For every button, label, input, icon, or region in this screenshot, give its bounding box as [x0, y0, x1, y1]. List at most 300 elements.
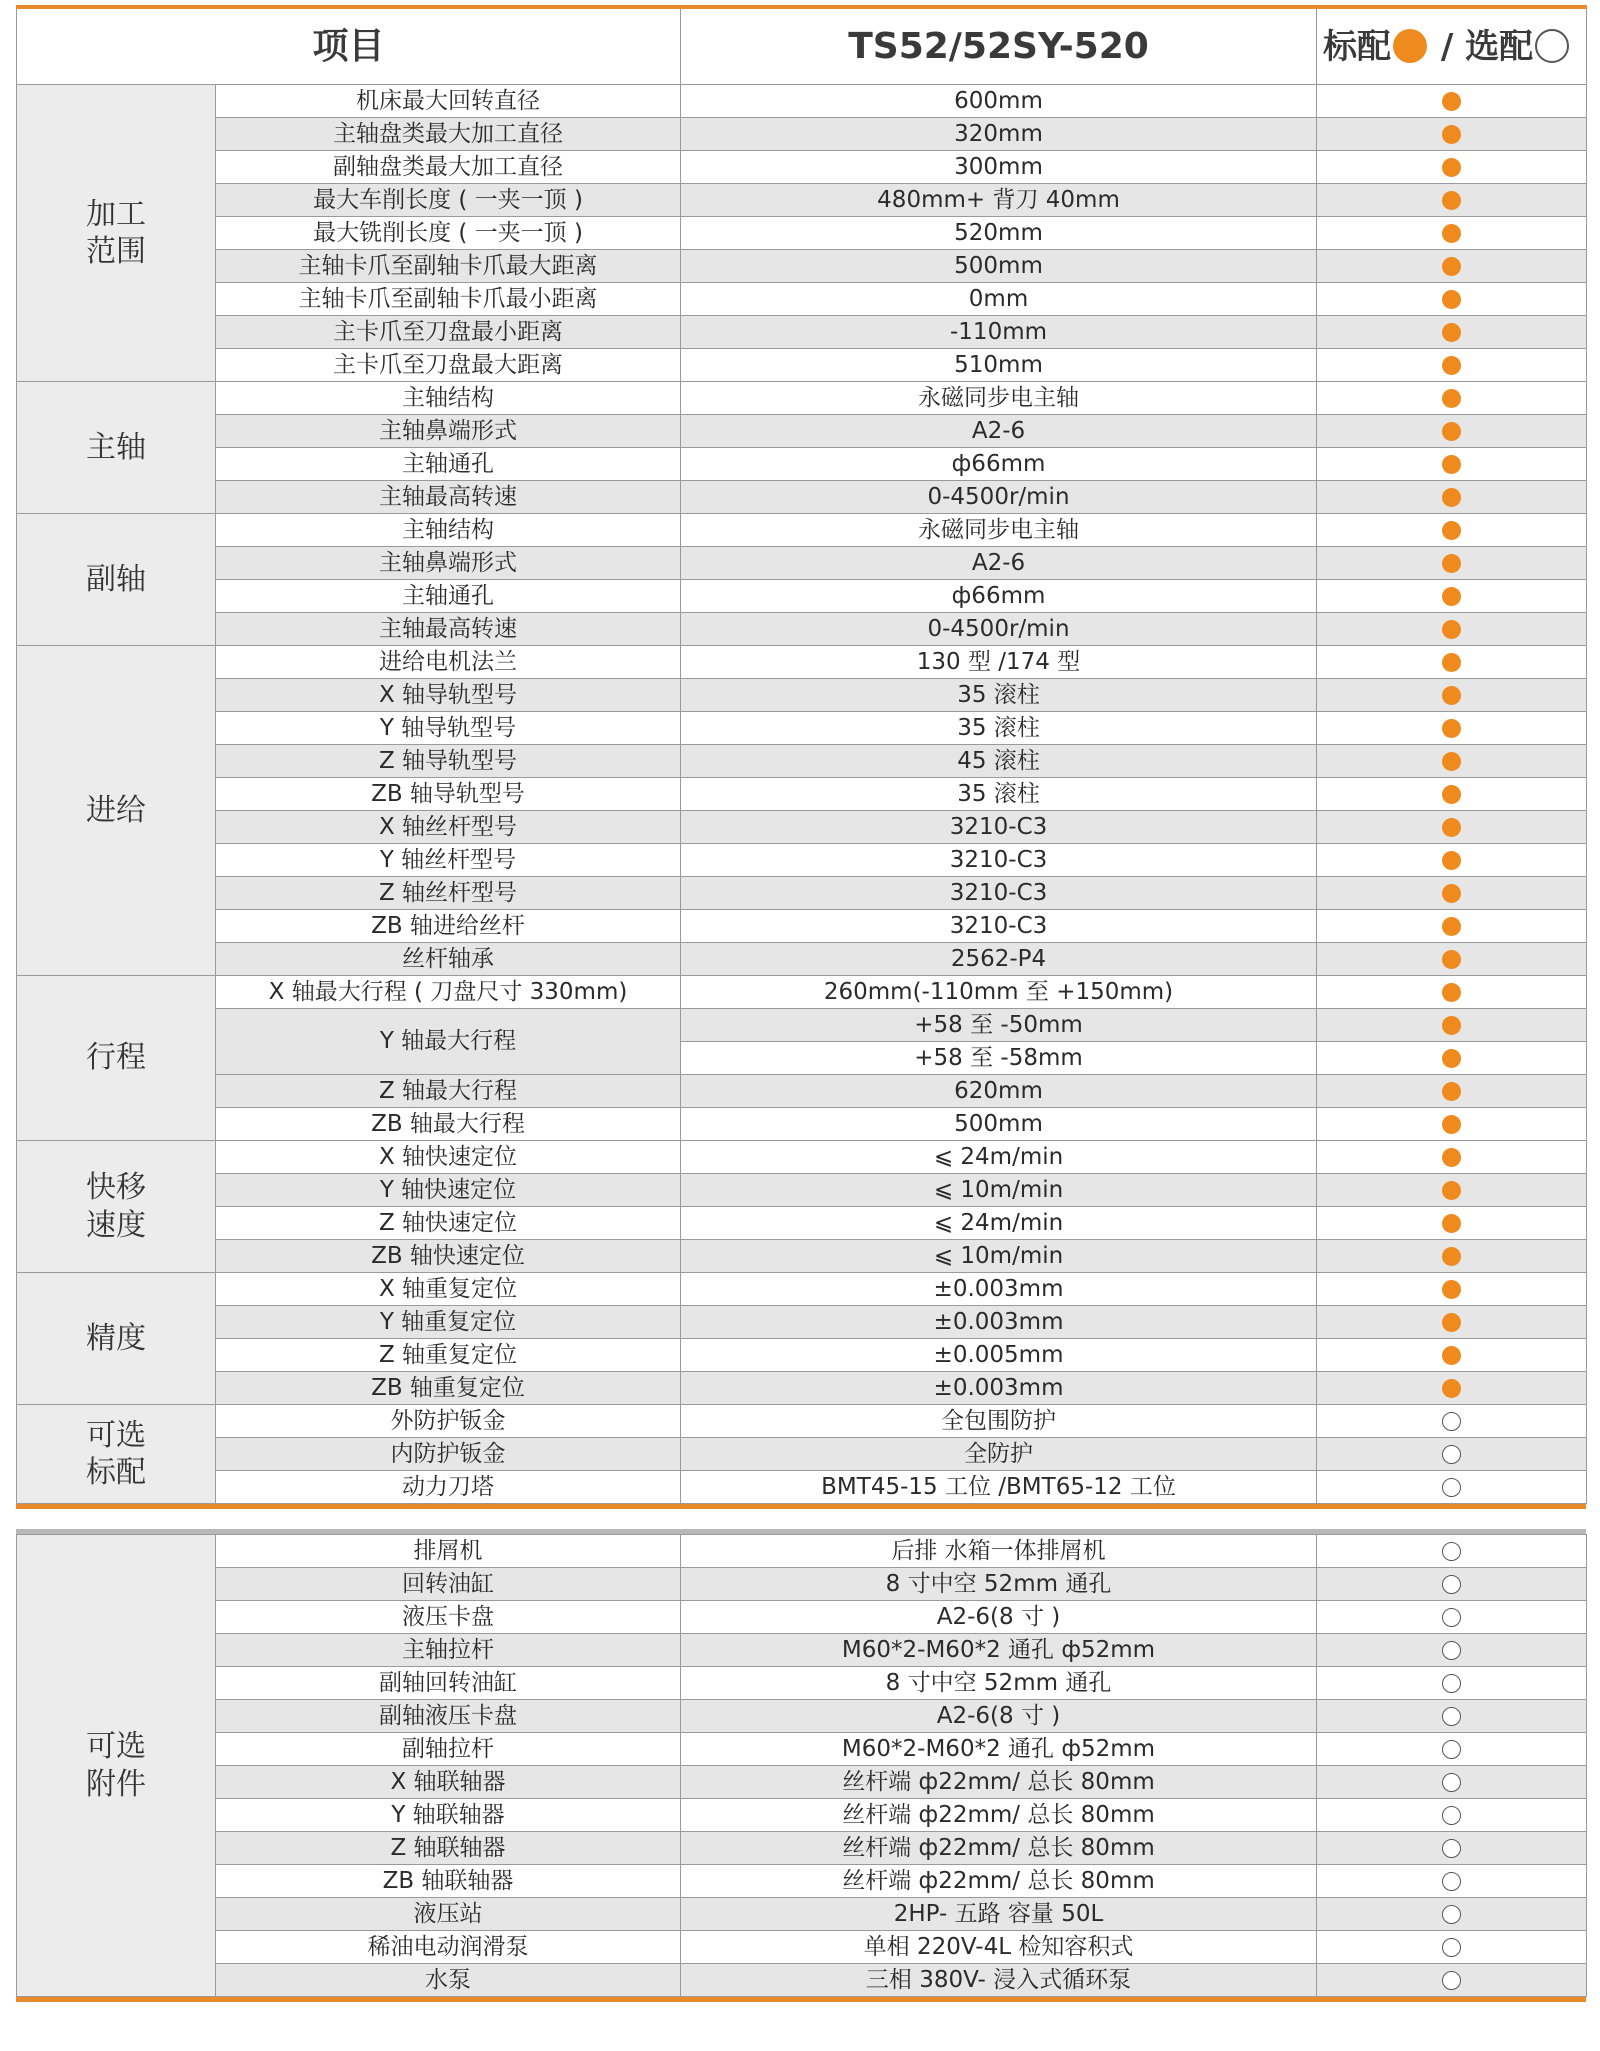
standard-dot-icon: [1442, 488, 1461, 507]
item-cell: Y 轴导轨型号: [216, 712, 681, 745]
mark-cell: [1317, 1207, 1587, 1240]
table-row: [17, 679, 1587, 712]
standard-dot-icon: [1442, 884, 1461, 903]
mark-cell: [1317, 1799, 1587, 1832]
value-cell: A2-6(8 寸 ): [681, 1700, 1317, 1733]
item-cell: 主轴卡爪至副轴卡爪最小距离: [216, 283, 681, 316]
value-cell: A2-6: [681, 547, 1317, 580]
item-cell: 主轴结构: [216, 514, 681, 547]
optional-circle-icon: [1442, 1478, 1461, 1497]
item-cell: Z 轴最大行程: [216, 1075, 681, 1108]
category-cell: 加工 范围: [17, 85, 216, 382]
mark-cell: [1317, 184, 1587, 217]
table-row: [17, 184, 1587, 217]
value-cell: ⩽ 24m/min: [681, 1207, 1317, 1240]
optional-circle-icon: [1442, 1773, 1461, 1792]
table-row: [17, 943, 1587, 976]
category-cell: 精度: [17, 1273, 216, 1405]
item-cell: X 轴导轨型号: [216, 679, 681, 712]
value-cell: +58 至 -58mm: [681, 1042, 1317, 1075]
item-cell: 副轴回转油缸: [216, 1667, 681, 1700]
table-row: [17, 1700, 1587, 1733]
mark-cell: [1317, 1438, 1587, 1471]
mark-cell: [1317, 1174, 1587, 1207]
value-cell: 永磁同步电主轴: [681, 514, 1317, 547]
category-cell: 行程: [17, 976, 216, 1141]
value-cell: 45 滚柱: [681, 745, 1317, 778]
opt-label: 选配: [1465, 27, 1534, 67]
value-cell: 320mm: [681, 118, 1317, 151]
mark-cell: [1317, 1339, 1587, 1372]
value-cell: 500mm: [681, 250, 1317, 283]
table-row: [17, 811, 1587, 844]
mark-cell: [1317, 712, 1587, 745]
value-cell: 300mm: [681, 151, 1317, 184]
item-cell: X 轴联轴器: [216, 1766, 681, 1799]
standard-dot-icon: [1442, 1082, 1461, 1101]
value-cell: 三相 380V- 浸入式循环泵: [681, 1964, 1317, 1997]
value-cell: ф66mm: [681, 448, 1317, 481]
category-cell: 进给: [17, 646, 216, 976]
optional-circle-icon: [1442, 1707, 1461, 1726]
standard-dot-icon: [1442, 521, 1461, 540]
value-cell: 3210-C3: [681, 877, 1317, 910]
item-cell: 主卡爪至刀盘最小距离: [216, 316, 681, 349]
item-cell: 主轴结构: [216, 382, 681, 415]
value-cell: 35 滚柱: [681, 778, 1317, 811]
value-cell: 全防护: [681, 1438, 1317, 1471]
value-cell: M60*2-M60*2 通孔 ф52mm: [681, 1733, 1317, 1766]
item-cell: 主轴通孔: [216, 448, 681, 481]
value-cell: 35 滚柱: [681, 712, 1317, 745]
value-cell: 后排 水箱一体排屑机: [681, 1535, 1317, 1568]
item-cell: X 轴重复定位: [216, 1273, 681, 1306]
value-cell: 3210-C3: [681, 811, 1317, 844]
item-cell: 机床最大回转直径: [216, 85, 681, 118]
header-model: TS52/52SY-520: [681, 7, 1317, 85]
bottom-divider: [16, 1997, 1586, 2002]
item-cell: ZB 轴重复定位: [216, 1372, 681, 1405]
optional-circle-icon: [1442, 1740, 1461, 1759]
standard-dot-icon: [1442, 356, 1461, 375]
value-cell: 8 寸中空 52mm 通孔: [681, 1568, 1317, 1601]
item-cell: 回转油缸: [216, 1568, 681, 1601]
standard-dot-icon: [1442, 785, 1461, 804]
mark-cell: [1317, 283, 1587, 316]
table-row: [17, 778, 1587, 811]
optional-circle-icon: [1442, 1872, 1461, 1891]
item-cell: 稀油电动润滑泵: [216, 1931, 681, 1964]
optional-circle-icon: [1442, 1971, 1461, 1990]
mark-cell: [1317, 1240, 1587, 1273]
item-cell: 副轴液压卡盘: [216, 1700, 681, 1733]
table-row: [17, 1766, 1587, 1799]
standard-dot-icon: [1442, 290, 1461, 309]
category-cell: 副轴: [17, 514, 216, 646]
mark-cell: [1317, 481, 1587, 514]
standard-dot-icon: [1442, 1280, 1461, 1299]
value-cell: 丝杆端 ф22mm/ 总长 80mm: [681, 1766, 1317, 1799]
standard-dot-icon: [1442, 554, 1461, 573]
mark-cell: [1317, 85, 1587, 118]
item-cell: X 轴快速定位: [216, 1141, 681, 1174]
table-row: [17, 1667, 1587, 1700]
item-cell: 主轴最高转速: [216, 481, 681, 514]
mark-cell: [1317, 1634, 1587, 1667]
standard-dot-icon: [1442, 389, 1461, 408]
table-row: [17, 514, 1587, 547]
table-row: [17, 1141, 1587, 1174]
category-cell: 主轴: [17, 382, 216, 514]
item-cell: Y 轴重复定位: [216, 1306, 681, 1339]
value-cell: 620mm: [681, 1075, 1317, 1108]
item-cell: 内防护钣金: [216, 1438, 681, 1471]
table-row: [17, 382, 1587, 415]
mark-cell: [1317, 250, 1587, 283]
mark-cell: [1317, 1700, 1587, 1733]
item-cell: ZB 轴快速定位: [216, 1240, 681, 1273]
value-cell: -110mm: [681, 316, 1317, 349]
item-cell: 主轴盘类最大加工直径: [216, 118, 681, 151]
item-cell: 主轴鼻端形式: [216, 415, 681, 448]
item-cell: Z 轴重复定位: [216, 1339, 681, 1372]
standard-dot-icon: [1442, 191, 1461, 210]
table-row: [17, 1799, 1587, 1832]
value-cell: 600mm: [681, 85, 1317, 118]
value-cell: ф66mm: [681, 580, 1317, 613]
standard-dot-icon: [1442, 125, 1461, 144]
mark-cell: [1317, 877, 1587, 910]
standard-dot-icon: [1442, 1379, 1461, 1398]
table-row: [17, 844, 1587, 877]
value-cell: M60*2-M60*2 通孔 ф52mm: [681, 1634, 1317, 1667]
item-cell: ZB 轴导轨型号: [216, 778, 681, 811]
value-cell: +58 至 -50mm: [681, 1009, 1317, 1042]
value-cell: 2HP- 五路 容量 50L: [681, 1898, 1317, 1931]
optional-circle-icon: [1442, 1445, 1461, 1464]
value-cell: 永磁同步电主轴: [681, 382, 1317, 415]
value-cell: 35 滚柱: [681, 679, 1317, 712]
mark-cell: [1317, 1964, 1587, 1997]
item-cell: 进给电机法兰: [216, 646, 681, 679]
standard-dot-icon: [1442, 983, 1461, 1002]
standard-dot-icon: [1442, 719, 1461, 738]
table-row: [17, 1471, 1587, 1504]
mark-cell: [1317, 1471, 1587, 1504]
item-cell: Z 轴联轴器: [216, 1832, 681, 1865]
mark-cell: [1317, 811, 1587, 844]
optional-circle-icon: [1442, 1412, 1461, 1431]
mark-cell: [1317, 778, 1587, 811]
value-cell: 3210-C3: [681, 844, 1317, 877]
value-cell: ⩽ 24m/min: [681, 1141, 1317, 1174]
value-cell: A2-6: [681, 415, 1317, 448]
table-row: [17, 415, 1587, 448]
table-row: [17, 217, 1587, 250]
mark-cell: [1317, 613, 1587, 646]
table-row: [17, 1075, 1587, 1108]
mark-cell: [1317, 316, 1587, 349]
spec-sheet: [16, 5, 1586, 2002]
item-cell: 外防护钣金: [216, 1405, 681, 1438]
standard-dot-icon: [1442, 1214, 1461, 1233]
accessory-table: [16, 1534, 1587, 1997]
standard-dot-icon: [1442, 455, 1461, 474]
table-row: [17, 1174, 1587, 1207]
table-row: [17, 1306, 1587, 1339]
item-cell: 最大车削长度 ( 一夹一顶 ): [216, 184, 681, 217]
header-item: 项目: [17, 7, 681, 85]
item-cell: 丝杆轴承: [216, 943, 681, 976]
table-row: [17, 580, 1587, 613]
value-cell: 2562-P4: [681, 943, 1317, 976]
mark-cell: [1317, 844, 1587, 877]
mark-cell: [1317, 1898, 1587, 1931]
value-cell: BMT45-15 工位 /BMT65-12 工位: [681, 1471, 1317, 1504]
standard-dot-icon: [1442, 752, 1461, 771]
table-row: [17, 1931, 1587, 1964]
value-cell: 130 型 /174 型: [681, 646, 1317, 679]
mark-cell: [1317, 580, 1587, 613]
item-cell: 水泵: [216, 1964, 681, 1997]
value-cell: ⩽ 10m/min: [681, 1240, 1317, 1273]
standard-dot-icon: [1442, 686, 1461, 705]
table-row: [17, 1207, 1587, 1240]
item-cell: Z 轴丝杆型号: [216, 877, 681, 910]
mark-cell: [1317, 1042, 1587, 1075]
table-row: [17, 745, 1587, 778]
item-cell: 主轴拉杆: [216, 1634, 681, 1667]
table-row: [17, 1108, 1587, 1141]
optional-circle-icon: [1442, 1806, 1461, 1825]
optional-circle-icon: [1442, 1938, 1461, 1957]
optional-circle-icon: [1442, 1641, 1461, 1660]
standard-dot-icon: [1442, 158, 1461, 177]
std-label: 标配: [1323, 27, 1392, 67]
optional-circle-icon: [1442, 1674, 1461, 1693]
value-cell: 3210-C3: [681, 910, 1317, 943]
mark-cell: [1317, 151, 1587, 184]
value-cell: 8 寸中空 52mm 通孔: [681, 1667, 1317, 1700]
value-cell: ±0.003mm: [681, 1306, 1317, 1339]
item-cell: Y 轴丝杆型号: [216, 844, 681, 877]
item-cell: 副轴拉杆: [216, 1733, 681, 1766]
value-cell: 0-4500r/min: [681, 481, 1317, 514]
value-cell: ±0.003mm: [681, 1372, 1317, 1405]
mark-cell: [1317, 1766, 1587, 1799]
value-cell: A2-6(8 寸 ): [681, 1601, 1317, 1634]
item-cell: X 轴最大行程 ( 刀盘尺寸 330mm): [216, 976, 681, 1009]
table-row: [17, 1964, 1587, 1997]
mark-cell: [1317, 217, 1587, 250]
table-row: [17, 1339, 1587, 1372]
item-cell: 主轴最高转速: [216, 613, 681, 646]
accessory-body: [17, 1535, 1587, 1997]
table-row: [17, 118, 1587, 151]
table-row: [17, 1568, 1587, 1601]
item-cell: X 轴丝杆型号: [216, 811, 681, 844]
item-cell: 最大铣削长度 ( 一夹一顶 ): [216, 217, 681, 250]
value-cell: 500mm: [681, 1108, 1317, 1141]
mark-cell: [1317, 1667, 1587, 1700]
optional-circle-icon: [1442, 1905, 1461, 1924]
value-cell: 丝杆端 ф22mm/ 总长 80mm: [681, 1799, 1317, 1832]
standard-dot-icon: [1442, 917, 1461, 936]
table-row: [17, 1601, 1587, 1634]
mark-cell: [1317, 1306, 1587, 1339]
legend-separator: /: [1429, 27, 1466, 67]
mark-cell: [1317, 679, 1587, 712]
item-cell: ZB 轴最大行程: [216, 1108, 681, 1141]
value-cell: 510mm: [681, 349, 1317, 382]
mark-cell: [1317, 646, 1587, 679]
hollow-dot-icon: [1535, 29, 1569, 63]
item-cell: Z 轴导轨型号: [216, 745, 681, 778]
category-cell: 快移 速度: [17, 1141, 216, 1273]
table-row: [17, 1273, 1587, 1306]
category-cell: 可选 附件: [17, 1535, 216, 1997]
standard-dot-icon: [1442, 950, 1461, 969]
item-cell: 液压站: [216, 1898, 681, 1931]
filled-dot-icon: [1393, 29, 1427, 63]
table-row: [17, 1405, 1587, 1438]
standard-dot-icon: [1442, 1115, 1461, 1134]
standard-dot-icon: [1442, 92, 1461, 111]
spec-body: [17, 85, 1587, 1504]
mark-cell: [1317, 547, 1587, 580]
item-cell: 副轴盘类最大加工直径: [216, 151, 681, 184]
mark-cell: [1317, 1865, 1587, 1898]
table-row: [17, 283, 1587, 316]
item-cell: Z 轴快速定位: [216, 1207, 681, 1240]
mark-cell: [1317, 1141, 1587, 1174]
table-row: [17, 910, 1587, 943]
mark-cell: [1317, 976, 1587, 1009]
value-cell: 单相 220V-4L 检知容积式: [681, 1931, 1317, 1964]
mark-cell: [1317, 382, 1587, 415]
table-row: [17, 1634, 1587, 1667]
table-row: [17, 316, 1587, 349]
mark-cell: [1317, 1405, 1587, 1438]
mark-cell: [1317, 943, 1587, 976]
standard-dot-icon: [1442, 1181, 1461, 1200]
category-cell: 可选 标配: [17, 1405, 216, 1504]
mark-cell: [1317, 1832, 1587, 1865]
table-row: [17, 1535, 1587, 1568]
mark-cell: [1317, 1733, 1587, 1766]
item-cell: Y 轴联轴器: [216, 1799, 681, 1832]
table-row: [17, 349, 1587, 382]
value-cell: ⩽ 10m/min: [681, 1174, 1317, 1207]
table-row: [17, 85, 1587, 118]
standard-dot-icon: [1442, 257, 1461, 276]
value-cell: 0mm: [681, 283, 1317, 316]
mark-cell: [1317, 1535, 1587, 1568]
standard-dot-icon: [1442, 818, 1461, 837]
mark-cell: [1317, 1931, 1587, 1964]
item-cell: Y 轴最大行程: [216, 1009, 681, 1075]
mark-cell: [1317, 1009, 1587, 1042]
table-row: [17, 250, 1587, 283]
mark-cell: [1317, 118, 1587, 151]
table-row: [17, 712, 1587, 745]
value-cell: 520mm: [681, 217, 1317, 250]
table-row: [17, 976, 1587, 1009]
mark-cell: [1317, 745, 1587, 778]
table-row: [17, 1372, 1587, 1405]
table-row: [17, 1865, 1587, 1898]
mark-cell: [1317, 1601, 1587, 1634]
item-cell: 主卡爪至刀盘最大距离: [216, 349, 681, 382]
optional-circle-icon: [1442, 1575, 1461, 1594]
standard-dot-icon: [1442, 1247, 1461, 1266]
table-row: [17, 448, 1587, 481]
table-row: [17, 1832, 1587, 1865]
table-row: [17, 1898, 1587, 1931]
mark-cell: [1317, 1108, 1587, 1141]
item-cell: 主轴通孔: [216, 580, 681, 613]
table-row: [17, 547, 1587, 580]
item-cell: 主轴卡爪至副轴卡爪最大距离: [216, 250, 681, 283]
value-cell: ±0.003mm: [681, 1273, 1317, 1306]
value-cell: 全包围防护: [681, 1405, 1317, 1438]
standard-dot-icon: [1442, 851, 1461, 870]
mark-cell: [1317, 910, 1587, 943]
optional-circle-icon: [1442, 1542, 1461, 1561]
standard-dot-icon: [1442, 587, 1461, 606]
table-row: [17, 151, 1587, 184]
mark-cell: [1317, 514, 1587, 547]
table-row: [17, 481, 1587, 514]
mark-cell: [1317, 1372, 1587, 1405]
mark-cell: [1317, 1075, 1587, 1108]
value-cell: 丝杆端 ф22mm/ 总长 80mm: [681, 1865, 1317, 1898]
item-cell: ZB 轴进给丝杆: [216, 910, 681, 943]
standard-dot-icon: [1442, 323, 1461, 342]
value-cell: ±0.005mm: [681, 1339, 1317, 1372]
standard-dot-icon: [1442, 422, 1461, 441]
standard-dot-icon: [1442, 1346, 1461, 1365]
table-row: [17, 1009, 1587, 1042]
mark-cell: [1317, 1568, 1587, 1601]
optional-circle-icon: [1442, 1608, 1461, 1627]
item-cell: 主轴鼻端形式: [216, 547, 681, 580]
optional-circle-icon: [1442, 1839, 1461, 1858]
value-cell: 0-4500r/min: [681, 613, 1317, 646]
value-cell: 丝杆端 ф22mm/ 总长 80mm: [681, 1832, 1317, 1865]
mark-cell: [1317, 448, 1587, 481]
table-row: [17, 1240, 1587, 1273]
item-cell: 液压卡盘: [216, 1601, 681, 1634]
item-cell: ZB 轴联轴器: [216, 1865, 681, 1898]
standard-dot-icon: [1442, 653, 1461, 672]
header-mark-legend: [1317, 7, 1587, 85]
value-cell: 480mm+ 背刀 40mm: [681, 184, 1317, 217]
value-cell: 260mm(-110mm 至 +150mm): [681, 976, 1317, 1009]
item-cell: Y 轴快速定位: [216, 1174, 681, 1207]
standard-dot-icon: [1442, 1148, 1461, 1167]
standard-dot-icon: [1442, 224, 1461, 243]
mark-cell: [1317, 349, 1587, 382]
table-row: [17, 646, 1587, 679]
standard-dot-icon: [1442, 620, 1461, 639]
mark-cell: [1317, 1273, 1587, 1306]
spec-table: [16, 5, 1587, 1504]
table-header-row: [17, 7, 1587, 85]
item-cell: 动力刀塔: [216, 1471, 681, 1504]
table-row: [17, 877, 1587, 910]
table-row: [17, 613, 1587, 646]
